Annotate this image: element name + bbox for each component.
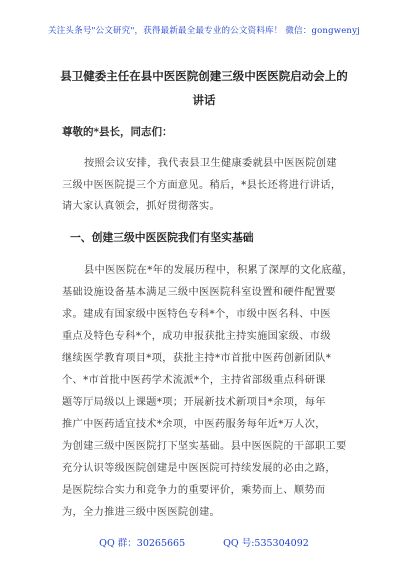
section-1-line-7: 题等厅局级以上课题*项；开展新技术新项目*余项，每年 [62,397,326,408]
section-1-line-10: 充分认识等级医院创建是中医医院可持续发展的必由之路， [62,463,336,474]
intro-line-1: 按照会议安排，我代表县卫生健康委就县中医医院创建 [84,158,337,169]
intro-line-3: 请大家认真领会，抓好贯彻落实。 [62,201,221,212]
header-banner: 关注头条号"公文研究"，获得最新最全最专业的公文资料库！ 微信：gongwenyj [48,26,360,36]
footer-qq-group: QQ 群：30265665 [99,538,186,549]
document-title-line-1: 县卫健委主任在县中医医院创建三级中医医院启动会上的 [60,69,348,83]
section-1-line-11: 是医院综合实力和竞争力的重要评价，乘势而上、顺势而 [62,485,326,496]
section-1-line-2: 基础设施设备基本满足三级中医医院科室设置和硬件配置要 [62,287,336,298]
intro-line-2: 三级中医医院提三个方面意见。稍后，*县长还将进行讲话， [62,180,342,191]
section-1-line-8: 推广中医药适宜技术*余项，中医药服务每年近*万人次， [62,419,326,430]
section-1-line-4: 重点及特色专科*个，成功申报获批主持实施国家级、市级 [62,331,331,342]
section-1-line-3: 求。建成有国家级中医特色专科*个，市级中医名科、中医 [62,309,331,320]
footer-qq-number: QQ 号:535304092 [223,538,309,549]
section-1-line-6: 个、*市首批中医药学术流派*个，主持省部级重点科研课 [62,375,326,386]
footer-contact [0,535,408,549]
section-1-line-5: 继续医学教育项目*项，获批主持*市首批中医药创新团队* [62,353,332,364]
section-1-line-1: 县中医医院在*年的发展历程中，积累了深厚的文化底蕴， [84,265,353,276]
section-1-heading: 一、创建三级中医医院我们有坚实基础 [70,231,254,244]
salutation: 尊敬的*县长，同志们： [62,126,173,138]
document-title-line-2: 讲话 [192,93,216,107]
section-1-line-12: 为，全力推进三级中医医院创建。 [62,507,221,518]
section-1-line-9: 为创建三级中医医院打下坚实基础。县中医医院的干部职工要 [62,441,347,452]
